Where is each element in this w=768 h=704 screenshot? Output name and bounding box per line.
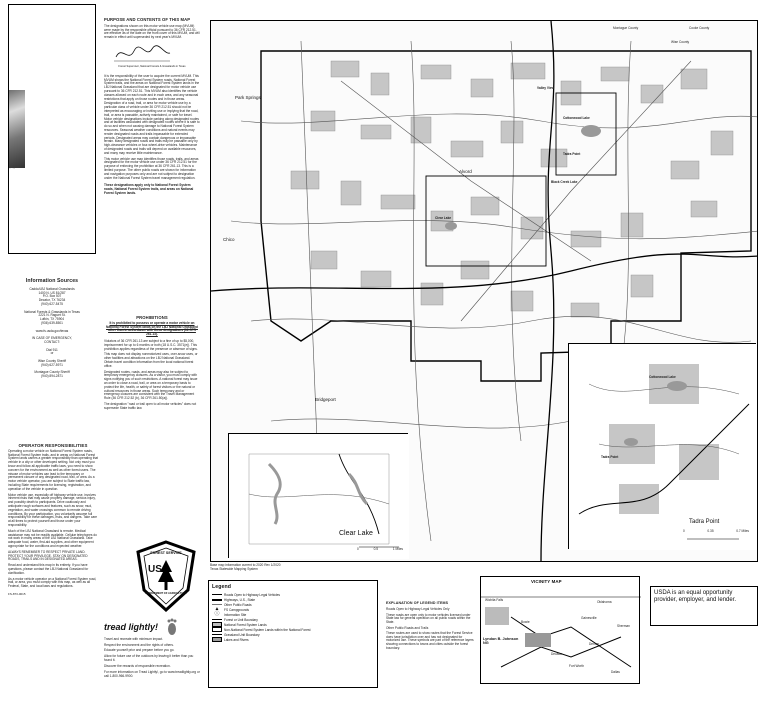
vicinity-label: Decatur [551,652,563,656]
lake-label-cottonwood: Cottonwood Lake [563,116,590,120]
information-line: (940) 627-5971 [41,362,63,367]
footprint-icon [164,618,180,636]
operator-paragraph: As a motor vehicle operator on a National Forest System road, trail, or area, you must comply with this map, as well as all Federal, State, and local laws and regulations. [8,576,97,589]
prohibitions-section [104,316,200,411]
information-line: or [50,351,54,356]
town-label-park-springs: Park Springs [235,95,261,100]
legend-label: Forest or Unit Boundary [224,617,258,622]
vicinity-label-lbj: Lyndon B. Johnson NG [483,637,519,645]
signature-icon [112,43,172,65]
legend-heading: Legend [212,584,232,590]
information-line: Wise County Sheriff [37,358,67,363]
treadlightly-logo: tread lightly! [104,622,159,632]
explanation-subheading: Roads Open to Highway Legal Vehicles Only [386,606,450,611]
scale-tick: 0.7 Miles [736,529,749,533]
cover-title [29,114,96,168]
operator-paragraph: ALWAYS REMEMBER TO RESPECT PRIVATE LAND. PROTECT YOUR PRIVILEGE. STAY ON DESIGNATED ROADS, TRAILS AND IN DESIGNATED AREAS. [8,549,88,562]
purpose-heading: PURPOSE AND CONTENTS OF THIS MAP [104,17,191,22]
legend-swatch [212,594,222,595]
vicinity-label: Wichita Falls [485,598,504,602]
legend-label: Roads Open to Highway Legal Vehicles [224,592,280,597]
vicinity-heading: VICINITY MAP [531,579,562,584]
forest-service-shield [136,540,196,612]
legend-swatch: ⓘ [214,611,220,617]
legend-label: Grassland Unit Boundary [224,632,260,637]
county-label-cooke: Cooke County [689,26,710,30]
cover-title-line [29,159,96,168]
scale-tick: 0 [357,547,359,551]
legend-label: Other Public Roads [224,602,252,607]
legend-explanation [386,602,476,651]
explanation-paragraph: These roads are open only to motor vehicles licensed under State law for general operation on all public roads within the State. [386,612,471,625]
prohibitions-paragraph: Violators of 36 CFR 261.13 are subject to a fine of up to $5,000, imprisonment for up to 6 months or both (18 U.S.C. 3571(e)). This prohibition applies regardless of the presence or absence of signs. [104,338,198,351]
lake-label-black-creek: Black Creek Lake [551,180,578,184]
legend-label: Lakes and Rivers [224,637,249,642]
clear-lake-scale [357,548,403,552]
scale-tick: 0.5 [373,547,379,551]
explanation-subheading: Other Public Roads and Trails [386,625,429,630]
prohibitions-paragraph: This map does not display nonmotorized uses, over-snow uses, or other facilities and attractions on the LBJ National Grassland. Obtain travel condition information from the local national forest office. [104,352,198,368]
treadlightly-item: Discover the rewards of responsible recreation. [104,663,171,668]
clear-lake-inset [228,433,408,558]
information-line: Montague County Sheriff [34,370,70,375]
information-sources [8,280,96,379]
purpose-paragraph: It is the responsibility of the user to acquire the current MVUM. This MVUM shows the National Forest System roads, National Forest System trails, and the areas on National Forest System lands in the LBJ National Grassland that are designated for motor vehicle use pursuant to 36 CFR 212.51. This MVUM also identifies the vehicle classes allowed on each route and in each area, and any seasonal restrictions that apply on those routes and in those areas. [104,73,200,101]
inset-tadra-label: Tadra Point [601,455,619,459]
vicinity-label: Fort Worth [569,664,584,668]
county-label-wise: Wise County [671,40,690,44]
purpose-section [104,18,200,196]
prohibitions-heading: PROHIBITIONS [136,315,168,320]
information-line: (936) 639-8501 [41,320,63,325]
prohibitions-lead: It is prohibited to possess or operate a motor vehicle on National Forest System lands on the LBJ National Grassland other than in accordance with these designations (36 CFR 261.13). [106,320,198,337]
legend-swatch [212,619,222,620]
legend-row [212,637,374,642]
explanation-paragraph: These routes are used to show routes that the Forest Service does have jurisdiction over and has not designated for motorized use. These symbols are part of the reference layers showing connections to towns and cities outside the forest boundary. [386,630,474,650]
information-sources-heading: Information Sources [25,278,79,284]
tadra-inset-title: Tadra Point [689,519,720,525]
legend-label: National Forest System Lands [224,622,267,627]
town-label-valley-view: Valley View [537,86,555,90]
lake-label-clear-lake: Clear Lake [435,216,452,220]
legend-swatch [212,599,222,601]
information-line: CONTACT: [44,339,60,344]
operator-paragraph: Much of the LBJ National Grassland is remote. Medical assistance may not be readily available. Cellular telephones do not work in many areas of the LBJ National Grassland. Take adequate food, water, first-aid supplies, and other equipment appropriate for the conditions and expected weather. [8,528,97,548]
purpose-paragraph: This motor vehicle use map identifies those roads, trails, and areas designated for the motor vehicle use under 36 CFR 212.51 for the purpose of enforcing the prohibition at 36 CFR 261.13. This is a limited purpose. The other public roads are shown for information and navigation purposes only and are not subject to designation under the National Forest System travel management regulation. [104,156,199,180]
legend-items [212,592,374,642]
cottonwood-lake-shape [581,125,601,137]
inset-cottonwood-label: Cottonwood Lake [649,375,676,379]
information-line: www.fs.usda.gov/texas [35,328,69,333]
treadlightly-item: Educate yourself prior and prepare before you go. [104,648,175,653]
cover-title-line [29,141,96,150]
legend-label: Information Site [224,612,247,617]
operator-paragraph: Read and understand this map in its entirety. If you have questions, please contact the LBJ National Grassland for clarification. [8,563,89,575]
vicinity-label: Gainesville [581,616,597,620]
vicinity-label: Bowie [521,620,530,624]
clear-lake-inset-canvas [229,434,409,559]
treadlightly-list [104,638,200,679]
cover-title-line [29,123,96,132]
operator-paragraph: Operating a motor vehicle on National Forest System roads, National Forest System trails, and in areas on National Forest System lands carries a greater responsibility than operating that vehicle in a city or other developed setting. Not only must you know and follow all applicable traffic laws, you need to show concern for the environment as well as other forest users. The misuse of motor vehicles can lead to the temporary or permanent closure of any designated road, trail, or area. As a motor vehicle operator, you are subject to State traffic law, including State requirements for licensing, registration, and operation of the vehicle in question. [8,448,99,491]
shield-top-text: FOREST SERVICE [150,551,182,555]
information-line: Lufkin, TX 75904 [39,317,65,322]
treadlightly-more-info: For more information on Tread Lightly!, go to www.treadlightly.org or call 1-800-966-9900. [104,670,200,678]
tadra-point-inset [568,343,756,549]
vicinity-map [480,576,640,684]
legend-swatch: ▲ [214,606,220,612]
clear-lake-inset-title: Clear Lake [339,530,373,537]
shield-middle-text: US [148,564,162,575]
legend-label: FS Campgrounds [224,607,249,612]
town-label-alvord: Alvord [459,169,472,174]
scale-tick: 0.35 [707,529,714,533]
tadra-scale [683,530,749,534]
information-line: 2221 N. Raguet St. [38,313,66,318]
treadlightly-item: Allow for future use of the outdoors by leaving it better than you found it. [104,654,194,662]
vicinity-label: Oklahoma [597,600,612,604]
prohibitions-paragraph: The designation "road or trail open to all motor vehicles" does not supersede State traffic law. [104,401,197,410]
information-line: IN CASE OF EMERGENCY, [32,336,72,341]
information-line: Dial 911 [46,347,58,352]
information-line: 1400 N. US 81/287 [38,290,66,295]
footer-code: FS-873-0015 [8,591,26,596]
purpose-paragraph: Designation of a road, trail, or area for motor vehicle use by a particular class of vehicle under 36 CFR 212.51 should not be interpreted as encouraging or inviting use or implying that the road, trail, or area is passable, actively maintained, or safe for travel. Motor vehicle designations include parking along designated routes and at facilities associated with designated routes where it is safe to do so and when not causing damage to National Forest System resources. Seasonal weather conditions and natural events may render designated roads and trails impassable for extended periods. Designated areas may contain dangerous or impassable terrain. Many designated roads and trails may be passable only by high-clearance vehicles or four-wheel-drive vehicles. Maintenance of designated roads and trails will depend on available resources, and many may receive little maintenance. [104,101,200,155]
legend-label: Highways, U.S., State [224,597,256,602]
cover-title-line [29,114,96,123]
vicinity-canvas [481,577,641,685]
information-line: (940) 627-5475 [41,301,63,306]
operator-responsibilities [8,444,98,597]
information-line: National Forests & Grasslands in Texas [24,309,80,314]
operator-heading: OPERATOR RESPONSIBILITIES [18,443,88,448]
cover-title-line [29,150,96,159]
scale-tick: 0 [683,529,685,533]
legend [208,580,378,688]
vicinity-label: Denton [589,642,600,646]
legend-swatch [212,604,222,605]
shield-bottom-text: DEPARTMENT OF AGRICULTURE [145,592,187,595]
usda-statement: USDA is an equal opportunity provider, employer, and lender. [650,586,758,626]
treadlightly-item: Respect the environment and the rights of others. [104,642,174,647]
cover-photo [8,90,25,168]
purpose-paragraph: The designations shown on this motor vehicle use map (MVUM) were made by the responsible official pursuant to 36 CFR 212.51, are effective as of the date on the front cover of this MVUM, and will remain in effect until superseded by next year's MVUM. [104,23,200,40]
county-label-montague: Montague County [613,26,639,30]
purpose-paragraph: These designations apply only to National Forest System roads, National Forest System trails, and areas on National Forest System lands. [104,183,194,195]
information-line: Decatur, TX 76234 [38,298,66,303]
vicinity-label: Dallas [611,670,620,674]
clear-lake-shape [445,222,457,230]
scale-tick: 1 Miles [392,547,403,551]
information-line: P.O. Box 507 [42,294,62,299]
cover-title-line [29,132,96,141]
vicinity-label: Sherman [617,624,630,628]
treadlightly-item: Travel and recreate with minimum impact. [104,637,164,641]
prohibitions-paragraph: Designated routes, roads, and areas may also be subject to temporary emergency closures. As a visitor, you must comply with signs notifying you of such restrictions. A national forest may issue an order to close a road, trail, or area on a temporary basis to protect the life, health, or safety of forest visitors or the natural or cultural resources in those areas. Such temporary and or emergency closures are consistent with the Travel Management Rule (36 CFR 212.52 (b), 36 CFR 261.50(a)). [104,369,198,401]
operator-paragraph: Motor vehicle use, especially off highway vehicle use, involves inherent risks that may cause property damage, serious injury, and possibly death to participants. Drive cautiously and anticipate rough surfaces and features, such as snow, mud, vegetation, and water crossings common to remote driving conditions. By your participation, you voluntarily assume full responsibility for these damages, risks, and dangers. Take care at all times to protect yourself and those under your responsibility. [8,492,98,527]
legend-swatch [212,627,222,632]
lake-label-tadra-point: Tadra Point [563,152,581,156]
information-lines [8,288,96,379]
cover-panel [8,4,96,254]
legend-swatch [212,634,222,635]
town-label-bridgeport: Bridgeport [315,397,336,402]
town-label-chico: Chico [223,237,235,242]
signature-caption: Forest Supervisor, National Forests & Grasslands in Texas [118,64,186,68]
map-credit: Base map information current to 2020 Rev 1/2020 Texas Statewide Mapping System [210,563,281,571]
treadlightly-section [104,618,200,679]
explanation-heading: EXPLANATION OF LEGEND ITEMS [386,601,449,605]
legend-swatch [212,637,222,642]
information-line: Caddo/LBJ National Grasslands [29,286,75,291]
legend-label: Non-National Forest System Lands within the National Forest [224,627,311,632]
information-line: (940) 894-2871 [41,374,63,379]
